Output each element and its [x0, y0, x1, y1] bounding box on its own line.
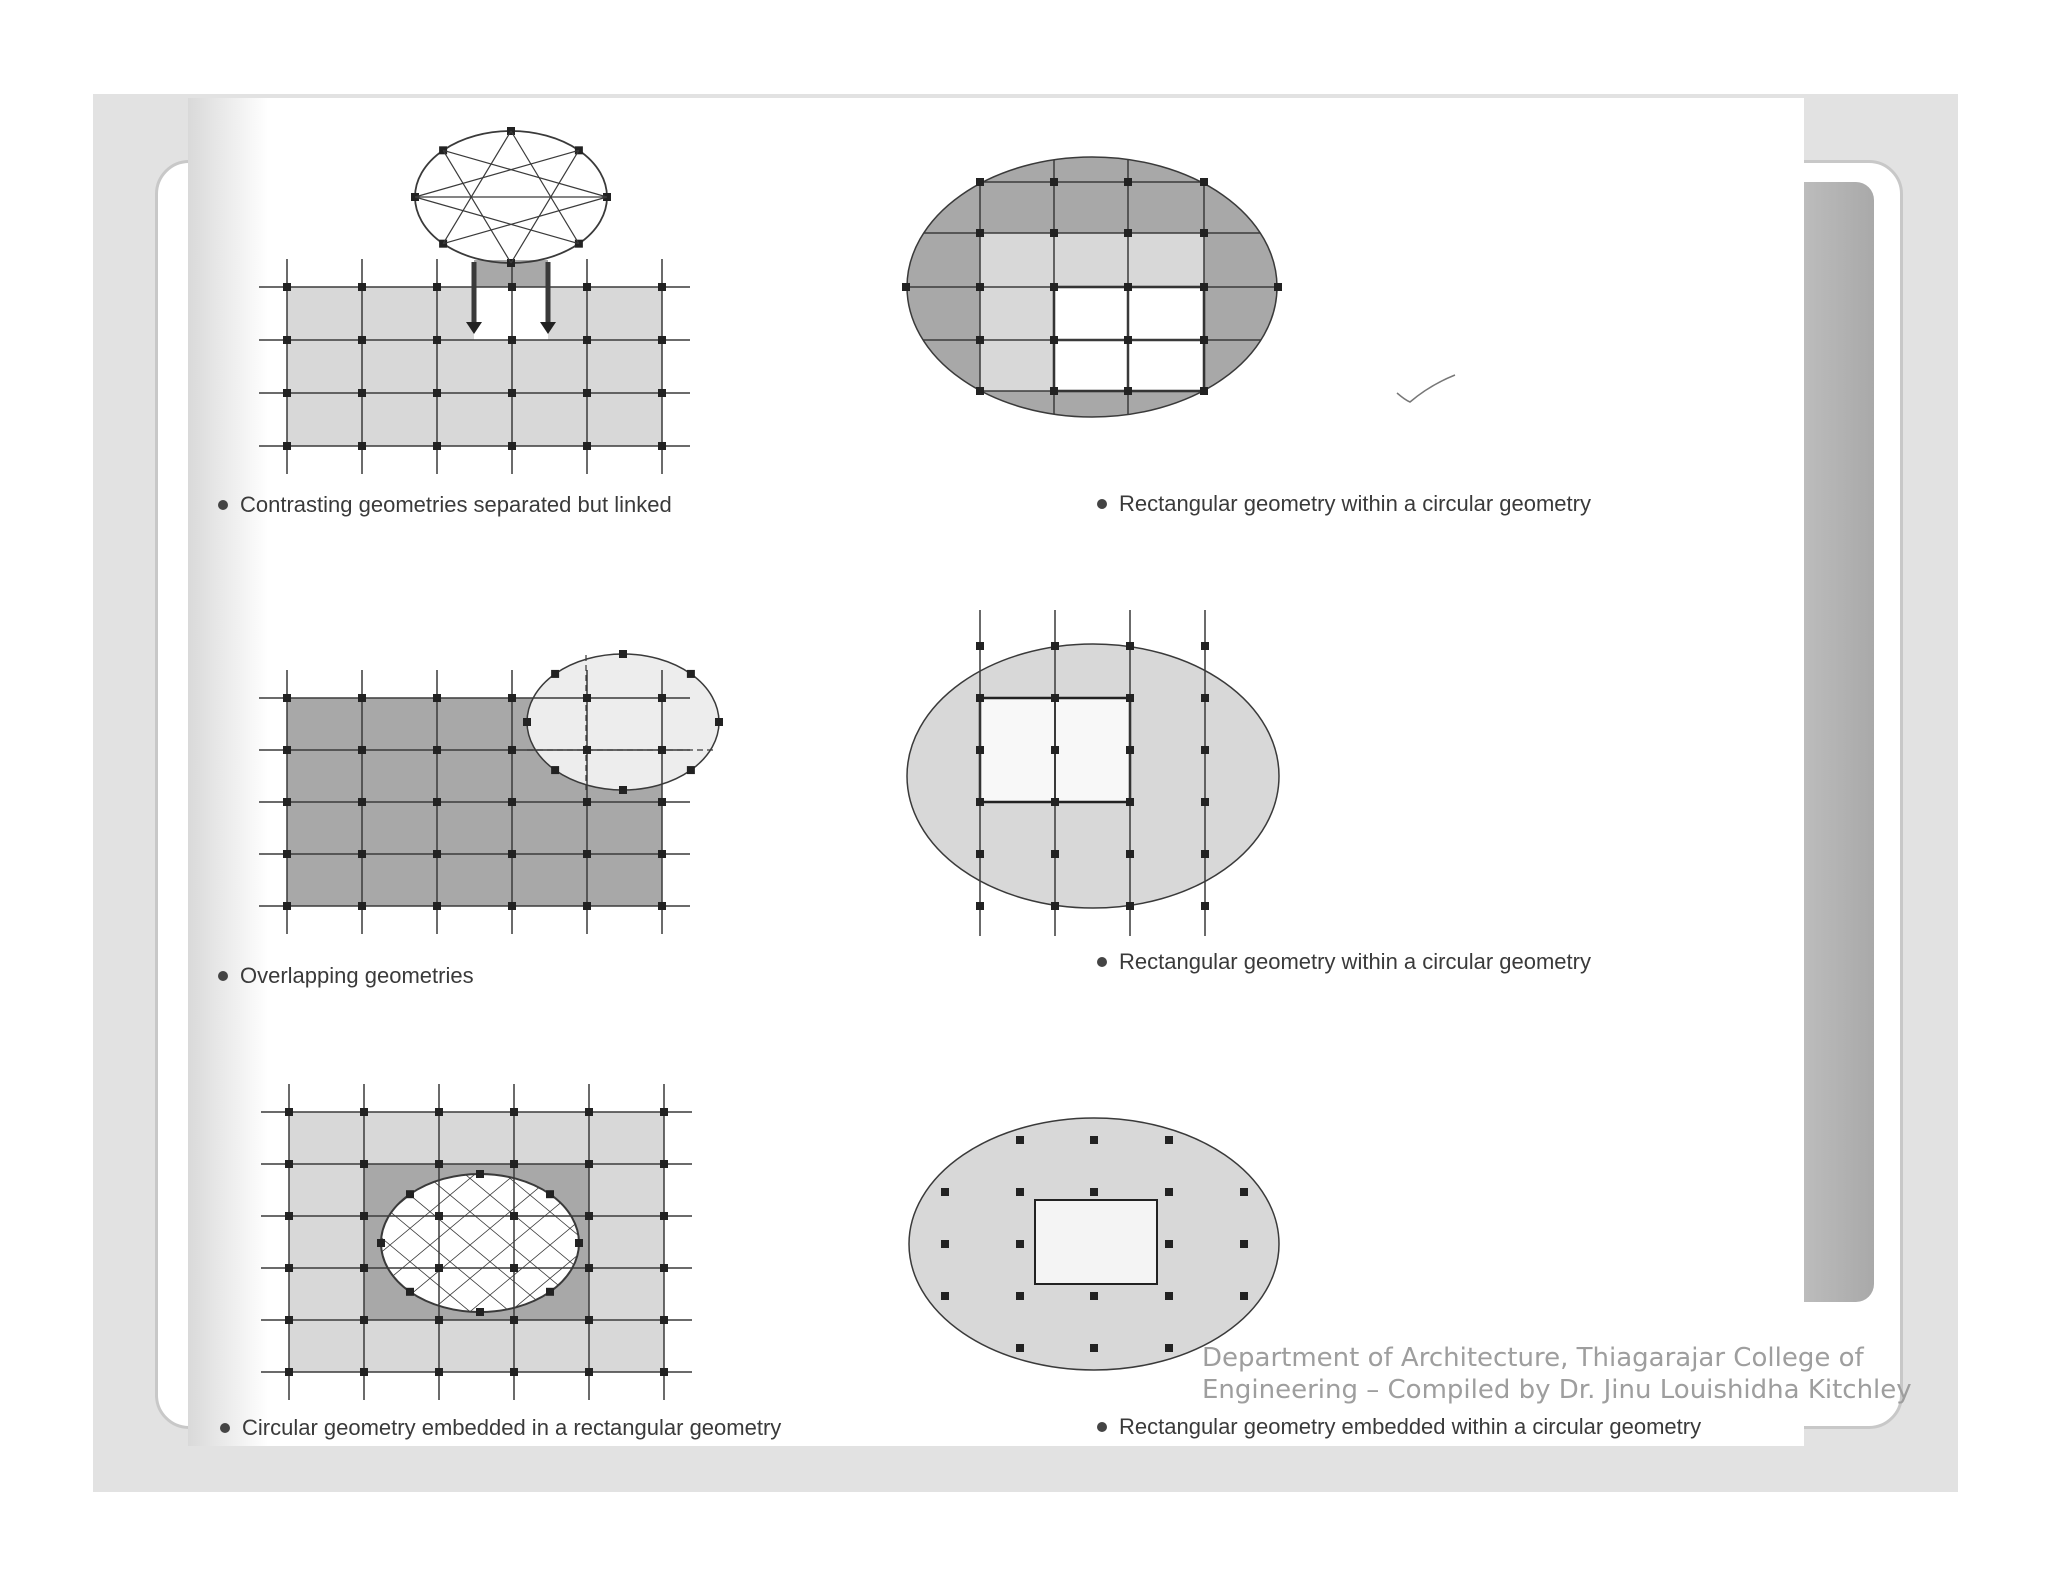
grid-node: [476, 1170, 484, 1178]
grid-node: [658, 798, 666, 806]
grid-node: [433, 336, 441, 344]
grid-node: [1126, 642, 1134, 650]
grid-node: [508, 336, 516, 344]
grid-node: [283, 442, 291, 450]
grid-node: [1126, 746, 1134, 754]
grid-node: [508, 798, 516, 806]
grid-node: [1051, 902, 1059, 910]
bullet-icon: [1097, 499, 1107, 509]
grid-node: [658, 336, 666, 344]
grid-node: [1165, 1136, 1173, 1144]
diagram-circle-embedded-in-rect: [140, 1084, 800, 1400]
grid-node: [1126, 902, 1134, 910]
footer-credit: [1202, 1342, 1912, 1406]
grid-node: [976, 694, 984, 702]
grid-node: [1200, 387, 1208, 395]
grid-node: [1126, 850, 1134, 858]
grid-node: [585, 1368, 593, 1376]
grid-node: [583, 442, 591, 450]
diagram-rect-embedded-in-circle: [909, 1118, 1279, 1370]
grid-node: [546, 1190, 554, 1198]
grid-node: [583, 283, 591, 291]
diagram-overlapping-geometries: [259, 650, 723, 934]
grid-node: [1165, 1292, 1173, 1300]
grid-node: [508, 694, 516, 702]
grid-node: [583, 746, 591, 754]
grid-node: [658, 283, 666, 291]
check-mark-annotation: [1397, 375, 1455, 402]
grid-node: [285, 1264, 293, 1272]
grid-node: [902, 283, 910, 291]
grid-node: [1051, 694, 1059, 702]
grid-node: [583, 902, 591, 910]
grid-node: [358, 902, 366, 910]
grid-node: [1016, 1188, 1024, 1196]
grid-node: [1274, 283, 1282, 291]
grid-node: [433, 442, 441, 450]
grid-node: [283, 389, 291, 397]
grid-node: [406, 1190, 414, 1198]
grid-node: [1200, 283, 1208, 291]
grid-node: [1201, 694, 1209, 702]
grid-node: [1050, 229, 1058, 237]
grid-node: [658, 442, 666, 450]
grid-node: [283, 746, 291, 754]
grid-node: [976, 902, 984, 910]
caption-rect-embedded: Rectangular geometry embedded within a circular geometry: [1097, 1414, 1701, 1440]
grid-node: [1201, 746, 1209, 754]
grid-node: [1016, 1344, 1024, 1352]
grid-node: [358, 442, 366, 450]
grid-node: [358, 336, 366, 344]
grid-node: [285, 1316, 293, 1324]
grid-node: [510, 1160, 518, 1168]
grid-node: [619, 650, 627, 658]
grid-node: [1201, 902, 1209, 910]
grid-node: [660, 1160, 668, 1168]
grid-node: [976, 798, 984, 806]
grid-node: [575, 1239, 583, 1247]
grid-node: [510, 1316, 518, 1324]
bullet-icon: [1097, 1422, 1107, 1432]
grid-node: [433, 798, 441, 806]
grid-node: [358, 283, 366, 291]
grid-node: [1090, 1292, 1098, 1300]
grid-node: [283, 336, 291, 344]
grid-node: [360, 1108, 368, 1116]
grid-node: [510, 1212, 518, 1220]
grid-node: [1124, 178, 1132, 186]
grid-node: [976, 850, 984, 858]
grid-node: [660, 1368, 668, 1376]
grid-node: [285, 1108, 293, 1116]
grid-node: [658, 850, 666, 858]
grid-node: [508, 283, 516, 291]
grid-node: [358, 798, 366, 806]
grid-node: [433, 283, 441, 291]
grid-node: [508, 389, 516, 397]
caption-contrasting: Contrasting geometries separated but linked: [218, 492, 672, 518]
grid-node: [377, 1239, 385, 1247]
grid-node: [976, 642, 984, 650]
footer-line-2: Engineering – Compiled by Dr. Jinu Louishidha Kitchley: [1202, 1375, 1912, 1405]
grid-node: [283, 283, 291, 291]
grid-node: [1090, 1344, 1098, 1352]
grid-node: [358, 389, 366, 397]
grid-node: [358, 694, 366, 702]
grid-node: [1201, 642, 1209, 650]
grid-node: [660, 1212, 668, 1220]
grid-node: [583, 694, 591, 702]
inner-rectangle: [1035, 1200, 1157, 1284]
grid-node: [285, 1212, 293, 1220]
grid-node: [510, 1108, 518, 1116]
diagram-rect-within-circle-ring: [826, 102, 1358, 471]
grid-node: [658, 389, 666, 397]
grid-node: [1124, 387, 1132, 395]
grid-node: [1051, 642, 1059, 650]
grid-node: [1016, 1240, 1024, 1248]
footer-line-1: Department of Architecture, Thiagarajar College of: [1202, 1343, 1864, 1373]
grid-node: [283, 798, 291, 806]
grid-node: [976, 283, 984, 291]
grid-node: [360, 1264, 368, 1272]
grid-node: [976, 387, 984, 395]
grid-node: [976, 178, 984, 186]
grid-node: [283, 902, 291, 910]
grid-node: [551, 766, 559, 774]
grid-node: [1124, 283, 1132, 291]
diagram-contrasting-geometries: [259, 127, 690, 474]
grid-node: [583, 798, 591, 806]
grid-node: [360, 1160, 368, 1168]
grid-node: [583, 389, 591, 397]
bullet-icon: [218, 971, 228, 981]
grid-node: [585, 1160, 593, 1168]
grid-node: [1200, 229, 1208, 237]
grid-node: [1126, 694, 1134, 702]
grid-node: [358, 746, 366, 754]
bullet-icon: [218, 500, 228, 510]
bullet-icon: [1097, 957, 1107, 967]
grid-node: [976, 746, 984, 754]
grid-node: [1051, 850, 1059, 858]
grid-node: [360, 1368, 368, 1376]
grid-node: [1124, 336, 1132, 344]
grid-node: [1126, 798, 1134, 806]
grid-node: [435, 1368, 443, 1376]
grid-node: [523, 718, 531, 726]
grid-node: [1051, 746, 1059, 754]
grid-node: [1016, 1292, 1024, 1300]
grid-node: [660, 1264, 668, 1272]
grid-node: [658, 902, 666, 910]
caption-circle-embedded: Circular geometry embedded in a rectangular geometry: [220, 1415, 781, 1441]
grid-node: [585, 1316, 593, 1324]
grid-node: [360, 1316, 368, 1324]
grid-node: [658, 746, 666, 754]
grid-node: [1090, 1136, 1098, 1144]
grid-node: [433, 389, 441, 397]
grid-node: [1165, 1188, 1173, 1196]
grid-node: [585, 1264, 593, 1272]
grid-node: [1240, 1240, 1248, 1248]
grid-node: [510, 1264, 518, 1272]
grid-node: [433, 902, 441, 910]
caption-rect-in-circle-2: Rectangular geometry within a circular geometry: [1097, 949, 1591, 975]
grid-node: [433, 746, 441, 754]
grid-node: [585, 1212, 593, 1220]
grid-node: [1090, 1188, 1098, 1196]
caption-rect-in-circle-1: Rectangular geometry within a circular geometry: [1097, 491, 1591, 517]
grid-node: [583, 850, 591, 858]
grid-node: [283, 850, 291, 858]
grid-node: [546, 1288, 554, 1296]
grid-node: [658, 694, 666, 702]
bullet-icon: [220, 1423, 230, 1433]
check-stroke: [1397, 375, 1455, 402]
grid-node: [583, 336, 591, 344]
grid-node: [435, 1264, 443, 1272]
grid-node: [508, 442, 516, 450]
grid-node: [510, 1368, 518, 1376]
grid-node: [508, 850, 516, 858]
grid-node: [476, 1308, 484, 1316]
diagram-rect-within-circle-grid: [907, 610, 1279, 936]
grid-node: [285, 1160, 293, 1168]
grid-node: [941, 1240, 949, 1248]
grid-node: [1240, 1292, 1248, 1300]
grid-node: [976, 229, 984, 237]
grid-node: [585, 1108, 593, 1116]
grid-node: [1050, 336, 1058, 344]
grid-node: [1050, 387, 1058, 395]
caption-overlapping: Overlapping geometries: [218, 963, 474, 989]
grid-node: [435, 1108, 443, 1116]
grid-node: [283, 694, 291, 702]
grid-node: [660, 1108, 668, 1116]
grid-node: [1240, 1188, 1248, 1196]
grid-node: [435, 1316, 443, 1324]
grid-node: [551, 670, 559, 678]
grid-node: [1200, 336, 1208, 344]
grid-node: [1016, 1136, 1024, 1144]
grid-node: [508, 746, 516, 754]
grid-node: [976, 336, 984, 344]
grid-node: [660, 1316, 668, 1324]
grid-node: [1200, 178, 1208, 186]
grid-node: [1124, 229, 1132, 237]
grid-node: [285, 1368, 293, 1376]
grid-node: [1165, 1344, 1173, 1352]
grid-node: [941, 1188, 949, 1196]
grid-node: [715, 718, 723, 726]
grid-node: [687, 670, 695, 678]
grid-node: [508, 902, 516, 910]
grid-node: [358, 850, 366, 858]
grid-node: [435, 1160, 443, 1168]
grid-node: [941, 1292, 949, 1300]
grid-node: [1050, 283, 1058, 291]
grid-node: [1051, 798, 1059, 806]
link-void: [474, 287, 548, 340]
grid-node: [687, 766, 695, 774]
grid-node: [1201, 850, 1209, 858]
grid-node: [406, 1288, 414, 1296]
grid-node: [360, 1212, 368, 1220]
grid-node: [433, 694, 441, 702]
grid-node: [1165, 1240, 1173, 1248]
grid-node: [433, 850, 441, 858]
grid-node: [619, 786, 627, 794]
grid-node: [1201, 798, 1209, 806]
grid-node: [1050, 178, 1058, 186]
grid-node: [435, 1212, 443, 1220]
